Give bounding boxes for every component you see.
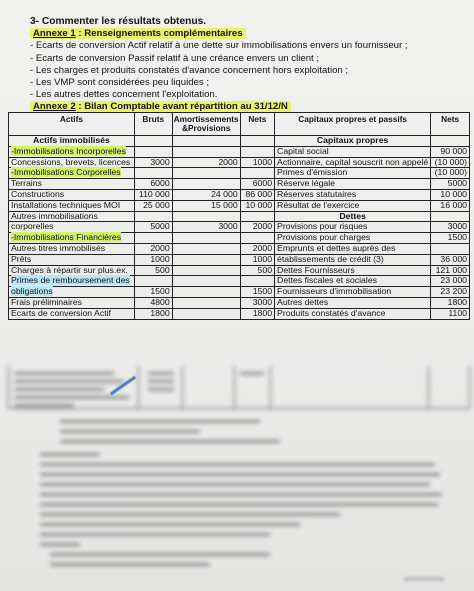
- actif-amort: [172, 276, 240, 287]
- table-row: [9, 211, 470, 222]
- actif-net: 2000: [240, 222, 274, 233]
- actif-net: 1500: [240, 287, 274, 298]
- table-row: [9, 265, 470, 276]
- passif-label: Réserves statutaires: [275, 189, 431, 200]
- actif-amort: 15 000: [172, 200, 240, 211]
- blurred-text-area: [40, 420, 450, 573]
- passif-net: [431, 243, 470, 254]
- actif-brut: 25 000: [134, 200, 172, 211]
- actif-amort: [172, 265, 240, 276]
- highlighted-label: obligations: [11, 286, 53, 297]
- passif-net: 10 000: [431, 189, 470, 200]
- actif-label: [9, 276, 135, 287]
- actif-net: 1000: [240, 157, 274, 168]
- table-row: [9, 200, 470, 211]
- passif-net: [431, 136, 470, 147]
- actif-net: [240, 136, 274, 147]
- table-row: [9, 157, 470, 168]
- passif-net: 1800: [431, 297, 470, 308]
- passif-label: Autres dettes: [275, 297, 431, 308]
- col-header-actifs: Actifs: [9, 113, 135, 136]
- annexe1-text: : Renseignements complémentaires: [75, 28, 243, 40]
- table-row: [9, 308, 470, 319]
- passif-net: 1100: [431, 308, 470, 319]
- passif-net: 36 000: [431, 254, 470, 265]
- table-header-row: [9, 113, 470, 136]
- passif-label: Capital social: [275, 146, 431, 157]
- table-row: [9, 146, 470, 157]
- actif-brut: 6000: [134, 179, 172, 190]
- passif-label: Fournisseurs d'immobilisation: [275, 287, 431, 298]
- actif-amort: [172, 243, 240, 254]
- highlighted-label: -Immobilisations Corporelles: [11, 167, 121, 178]
- actif-net: [240, 168, 274, 179]
- actif-net: 1000: [240, 254, 274, 265]
- actif-label: Autres titres immobilisés: [9, 243, 135, 254]
- actif-amort: [172, 308, 240, 319]
- section-heading: 3- Commenter les résultats obtenus.: [30, 16, 207, 27]
- actif-brut: [134, 276, 172, 287]
- note-item: - Les autres dettes concernent l'exploitation.: [30, 89, 218, 101]
- actif-brut: [134, 168, 172, 179]
- actif-net: 500: [240, 265, 274, 276]
- annexe1-title: [30, 28, 450, 40]
- col-header-passifs: Capitaux propres et passifs: [275, 113, 431, 136]
- table-row: [9, 243, 470, 254]
- actif-label: [9, 287, 135, 298]
- actif-label: Actifs immobilisés: [9, 136, 135, 147]
- passif-label: Réserve légale: [275, 179, 431, 190]
- actif-net: 3000: [240, 297, 274, 308]
- passif-label: Actionnaire, capital souscrit non appelé: [275, 157, 431, 168]
- passif-label: Dettes Fournisseurs: [275, 265, 431, 276]
- passif-label: Primes d'émission: [275, 168, 431, 179]
- table-row: [9, 276, 470, 287]
- table-row: [9, 233, 470, 244]
- passif-net: 3000: [431, 222, 470, 233]
- actif-brut: 500: [134, 265, 172, 276]
- actif-brut: 1500: [134, 287, 172, 298]
- annexe2-label: Annexe 2: [33, 101, 76, 113]
- passif-label: Provisions pour charges: [275, 233, 431, 244]
- actif-brut: 3000: [134, 157, 172, 168]
- instructions-block: [30, 16, 450, 114]
- col-header-bruts: Bruts: [134, 113, 172, 136]
- actif-label: [9, 233, 135, 244]
- actif-net: [240, 276, 274, 287]
- table-row: [9, 179, 470, 190]
- actif-amort: [172, 168, 240, 179]
- passif-label: établissements de crédit (3): [275, 254, 431, 265]
- passif-label: Résultat de l'exercice: [275, 200, 431, 211]
- passif-net: 16 000: [431, 200, 470, 211]
- actif-amort: [172, 233, 240, 244]
- actif-label: Frais préliminaires: [9, 297, 135, 308]
- passif-net: 121 000: [431, 265, 470, 276]
- passif-label: Provisions pour risques: [275, 222, 431, 233]
- note-item: - Ecarts de conversion Passif relatif à une créance envers un client ;: [30, 52, 320, 64]
- col-header-nets-passif: Nets: [431, 113, 470, 136]
- scanner-watermark: [404, 577, 444, 581]
- highlighted-label: -Immobilisations Incorporelles: [11, 145, 126, 156]
- actif-net: [240, 146, 274, 157]
- passif-net: (10 000): [431, 168, 470, 179]
- actif-brut: 1000: [134, 254, 172, 265]
- balance-sheet-table: [8, 112, 470, 320]
- actif-amort: [172, 136, 240, 147]
- passif-label: Dettes fiscales et sociales: [275, 276, 431, 287]
- note-item: - Les charges et produits constatés d'avance concernent hors exploitation ;: [30, 64, 349, 76]
- actif-label: Autres immobilisations: [9, 211, 135, 222]
- passif-net: 23 000: [431, 276, 470, 287]
- actif-label: Ecarts de conversion Actif: [9, 308, 135, 319]
- note-item: - Ecarts de conversion Actif relatif à une dette sur immobilisations envers un fournisseur ;: [30, 40, 408, 52]
- actif-amort: [172, 211, 240, 222]
- annexe2-text: : Bilan Comptable avant répartition au 31/12/N: [75, 101, 288, 113]
- actif-brut: 110 000: [134, 189, 172, 200]
- actif-amort: [172, 146, 240, 157]
- table-row: [9, 189, 470, 200]
- actif-label: [9, 168, 135, 179]
- table-row: [9, 254, 470, 265]
- passif-net: [431, 211, 470, 222]
- actif-brut: 1800: [134, 308, 172, 319]
- actif-net: 86 000: [240, 189, 274, 200]
- actif-amort: [172, 254, 240, 265]
- actif-net: 10 000: [240, 200, 274, 211]
- actif-net: [240, 211, 274, 222]
- actif-label: Constructions: [9, 189, 135, 200]
- actif-brut: [134, 233, 172, 244]
- table-body: [9, 136, 470, 320]
- actif-amort: [172, 179, 240, 190]
- actif-label: Installations techniques MOI: [9, 200, 135, 211]
- table-row: [9, 222, 470, 233]
- passif-label: Emprunts et dettes auprès des: [275, 243, 431, 254]
- actif-label: Prêts: [9, 254, 135, 265]
- actif-label: corporelles: [9, 222, 135, 233]
- actif-brut: 5000: [134, 222, 172, 233]
- actif-label: [9, 146, 135, 157]
- table-row: [9, 287, 470, 298]
- passif-net: 1500: [431, 233, 470, 244]
- table-row: [9, 297, 470, 308]
- passif-net: 23 200: [431, 287, 470, 298]
- col-header-nets-actif: Nets: [240, 113, 274, 136]
- actif-brut: 2000: [134, 243, 172, 254]
- annexe1-label: Annexe 1: [33, 28, 76, 40]
- col-header-amortissements: Amortissements &Provisions: [172, 113, 240, 136]
- table-row: [9, 136, 470, 147]
- passif-net: 5000: [431, 179, 470, 190]
- actif-amort: 24 000: [172, 189, 240, 200]
- note-item: - Les VMP sont considérées peu liquides ;: [30, 77, 210, 89]
- passif-label: Produits constatés d'avance: [275, 308, 431, 319]
- actif-amort: [172, 297, 240, 308]
- actif-label: Terrains: [9, 179, 135, 190]
- actif-net: 1800: [240, 308, 274, 319]
- actif-brut: [134, 136, 172, 147]
- passif-label: Capitaux propres: [275, 136, 431, 147]
- highlighted-label: -Immobilisations Financières: [11, 232, 122, 243]
- passif-label: Dettes: [275, 211, 431, 222]
- actif-amort: 3000: [172, 222, 240, 233]
- passif-net: 90 000: [431, 146, 470, 157]
- actif-amort: 2000: [172, 157, 240, 168]
- table-row: [9, 168, 470, 179]
- actif-net: 2000: [240, 243, 274, 254]
- passif-net: (10 000): [431, 157, 470, 168]
- actif-label: Charges à répartir sur plus.ex.: [9, 265, 135, 276]
- actif-net: 6000: [240, 179, 274, 190]
- actif-amort: [172, 287, 240, 298]
- actif-net: [240, 233, 274, 244]
- actif-label: Concessions, brevets, licences: [9, 157, 135, 168]
- actif-brut: 4800: [134, 297, 172, 308]
- actif-brut: [134, 211, 172, 222]
- actif-brut: [134, 146, 172, 157]
- highlighted-label: Primes de remboursement des: [11, 275, 130, 286]
